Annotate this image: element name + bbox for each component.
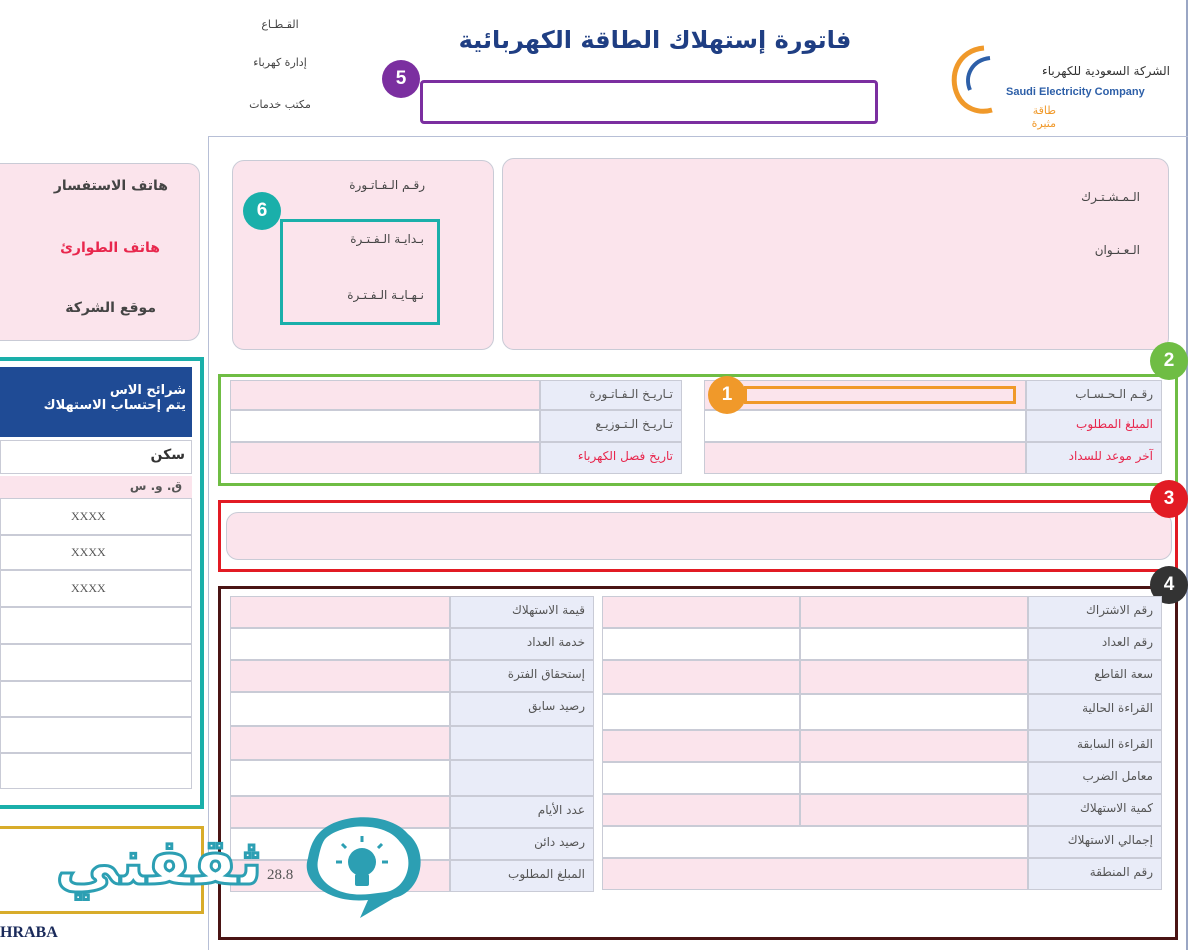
charge-value xyxy=(230,726,450,760)
inquiry-phone-label: هاتف الاستفسار xyxy=(53,178,168,194)
tariff-column-header: ق. و. س xyxy=(0,476,192,498)
period-start-label: بـدايـة الـفـتـرة xyxy=(350,232,424,246)
badge-5-marker: 5 xyxy=(382,60,420,98)
period-entitlement-label: إستحقاق الفترة xyxy=(450,660,594,692)
highlight-box-5 xyxy=(420,80,878,124)
sector-label: القـطـاع xyxy=(261,18,299,31)
highlight-box-1 xyxy=(744,386,1016,404)
header-divider xyxy=(208,136,1188,137)
tariff-title-line1: شرائح الاس xyxy=(109,383,186,398)
charge-value xyxy=(230,760,450,796)
meter-value-b xyxy=(800,730,1028,762)
tariff-type: سكن xyxy=(0,440,192,474)
amount-due-value: 28.8 xyxy=(267,867,294,883)
address-label: الـعـنـوان xyxy=(1094,243,1140,257)
message-bar xyxy=(226,512,1172,560)
meter-value-b xyxy=(800,762,1028,794)
account-number-label: رقـم الـحـسـاب xyxy=(1026,380,1162,410)
cutoff-date-value xyxy=(230,442,540,474)
company-tagline: طاقة مثيرة xyxy=(1031,104,1056,130)
charge-value xyxy=(230,692,450,726)
total-consumption-value xyxy=(602,826,1028,858)
meter-value-a xyxy=(602,794,800,826)
footer-text: HRABA xyxy=(0,924,58,941)
multiplier-label: معامل الضرب xyxy=(1028,762,1162,794)
distribution-date-value xyxy=(230,410,540,442)
badge-2-marker: 2 xyxy=(1150,342,1188,380)
tariff-row-value: XXXX xyxy=(71,545,106,559)
amount-due-value xyxy=(704,410,1026,442)
subscription-number-label: رقم الاشتراك xyxy=(1028,596,1162,628)
meter-value-b xyxy=(800,596,1028,628)
amount-due-label: المبلغ المطلوب xyxy=(1026,410,1162,442)
tariff-row xyxy=(0,681,192,717)
last-payment-date-value xyxy=(704,442,1026,474)
area-number-label: رقم المنطقة xyxy=(1028,858,1162,890)
company-name-ar: الشركة السعودية للكهرباء xyxy=(1042,64,1170,78)
meter-value-b xyxy=(800,628,1028,660)
distribution-date-label: تـاريـخ الـتـوزيـع xyxy=(540,410,682,442)
meter-value-a xyxy=(602,694,800,730)
tariff-row xyxy=(0,535,192,570)
tariff-row xyxy=(0,753,192,789)
badge-1-marker: 1 xyxy=(708,376,746,414)
department-label: إدارة كهرباء xyxy=(253,56,307,69)
meter-service-label: خدمة العداد xyxy=(450,628,594,660)
previous-reading-label: القراءة السابقة xyxy=(1028,730,1162,762)
tariff-row xyxy=(0,570,192,607)
badge-4-marker: 4 xyxy=(1150,566,1188,604)
tariff-row-value: XXXX xyxy=(71,581,106,595)
cutoff-date-label: تاريخ فصل الكهرباء xyxy=(540,442,682,474)
company-logo-icon xyxy=(944,40,1004,120)
area-number-value xyxy=(602,858,1028,890)
subscriber-label: الـمـشـتـرك xyxy=(1081,190,1140,204)
page-frame-right xyxy=(1186,0,1188,950)
tariff-row-value: XXXX xyxy=(71,509,106,523)
meter-value-a xyxy=(602,660,800,694)
credit-balance-label: رصيد دائن xyxy=(450,828,594,860)
meter-value-b xyxy=(800,694,1028,730)
website-label: موقع الشركة xyxy=(65,300,156,316)
amount-due-charges-label: المبلغ المطلوب xyxy=(450,860,594,892)
page-title: فاتورة إستهلاك الطاقة الكهربائية xyxy=(458,26,852,54)
meter-value-a xyxy=(602,628,800,660)
charge-value xyxy=(230,660,450,692)
breaker-capacity-label: سعة القاطع xyxy=(1028,660,1162,694)
meter-value-a xyxy=(602,730,800,762)
bill-date-value xyxy=(230,380,540,410)
watermark-bubble xyxy=(290,812,430,922)
meter-number-label: رقم العداد xyxy=(1028,628,1162,660)
charge-label-empty xyxy=(450,760,594,796)
watermark-text: ثقفني xyxy=(55,826,263,900)
meter-value-a xyxy=(602,596,800,628)
emergency-phone-label: هاتف الطوارئ xyxy=(60,240,160,256)
current-reading-label: القراءة الحالية xyxy=(1028,694,1162,730)
tariff-title-line2: يتم إحتساب الاستهلاك xyxy=(43,398,186,413)
tariff-row xyxy=(0,644,192,681)
period-end-label: نـهـايـة الـفـتـرة xyxy=(347,288,424,302)
days-count-label: عدد الأيام xyxy=(450,796,594,828)
office-label: مكتب خدمات xyxy=(249,98,311,111)
badge-3-marker: 3 xyxy=(1150,480,1188,518)
tariff-row xyxy=(0,607,192,644)
charge-value xyxy=(230,628,450,660)
charge-value xyxy=(230,596,450,628)
meter-value-b xyxy=(800,794,1028,826)
tariff-row xyxy=(0,498,192,535)
meter-value-b xyxy=(800,660,1028,694)
last-payment-date-label: آخر موعد للسداد xyxy=(1026,442,1162,474)
charge-label-empty xyxy=(450,726,594,760)
badge-6-marker: 6 xyxy=(243,192,281,230)
tariff-header xyxy=(0,367,192,437)
company-name-en: Saudi Electricity Company xyxy=(1006,86,1145,98)
previous-balance-label: رصيد سابق xyxy=(450,692,594,726)
bill-date-label: تـاريـخ الـفـاتـورة xyxy=(540,380,682,410)
lightbulb-icon xyxy=(290,812,430,922)
bill-number-label: رقـم الـفـاتـورة xyxy=(349,178,425,192)
company-logo xyxy=(944,40,1004,120)
total-consumption-label: إجمالي الاستهلاك xyxy=(1028,826,1162,858)
tariff-row xyxy=(0,717,192,753)
meter-value-a xyxy=(602,762,800,794)
consumption-quantity-label: كمية الاستهلاك xyxy=(1028,794,1162,826)
consumption-value-label: قيمة الاستهلاك xyxy=(450,596,594,628)
